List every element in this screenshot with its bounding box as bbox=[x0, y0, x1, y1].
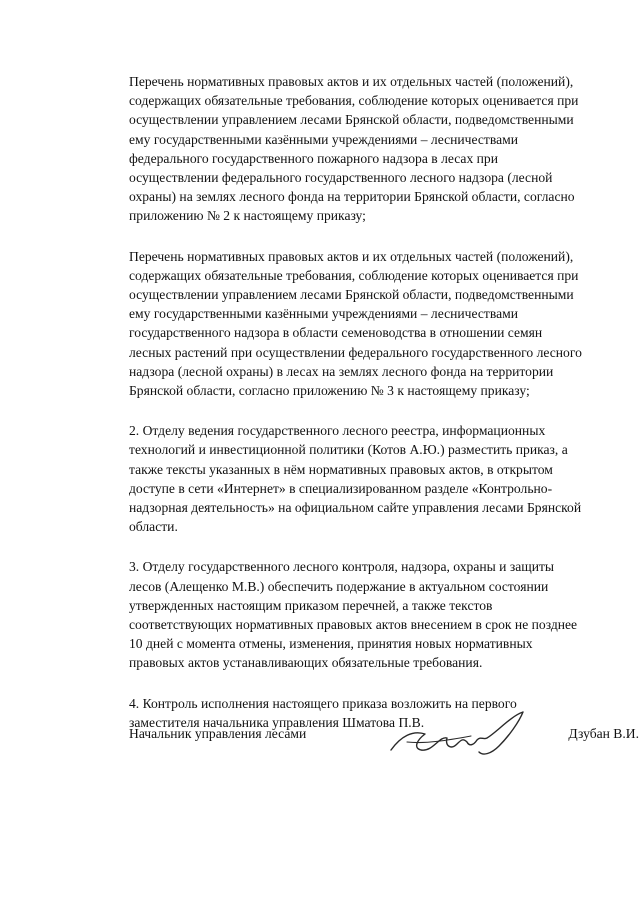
paragraph-list-3: Перечень нормативных правовых актов и их отдельных частей (положений), содержащих обязательные требования, соблюдение которых оценивается при осуществлении управлением лесами Брянской области, подведомственными ему государственными казёнными учреждениями – лесничествами государственного надзора в области семеноводства в отношении семян лесных растений при осуществлении федерального государственного лесного надзора (лесной охраны) в лесах на землях лесного фонда на территории Брянской области, согласно приложению № 3 к настоящему приказу; bbox=[129, 248, 582, 399]
paragraph-item-3: 3. Отделу государственного лесного контроля, надзора, охраны и защиты лесов (Алещенко М.В.) обеспечить подержание в актуальном состоянии утвержденных настоящим приказом перечней, а также текстов соответствующих нормативных правовых актов внесением в срок не позднее 10 дней с момента отмены, изменения, принятия новых нормативных правовых актов устанавливающих обязательные требования. bbox=[129, 559, 578, 671]
paragraph-item-4: 4. Контроль исполнения настоящего приказа возложить на первого заместителя начальника управления Шматова П.В. bbox=[129, 695, 517, 730]
signature-block bbox=[129, 726, 639, 786]
signatory-name: Дзубан В.И. bbox=[568, 726, 639, 741]
document-body bbox=[129, 72, 639, 753]
paragraph-list-2: Перечень нормативных правовых актов и их отдельных частей (положений), содержащих обязательные требования, соблюдение которых оценивается при осуществлении управлением лесами Брянской области, подведомственными ему государственными казёнными учреждениями – лесничествами федерального государственного пожарного надзора в лесах при осуществлении федерального государственного лесного надзора (лесной охраны) на землях лесного фонда на территории Брянской области, согласно приложению № 2 к настоящему приказу; bbox=[129, 74, 579, 224]
handwritten-signature bbox=[387, 706, 537, 766]
signatory-title: Начальник управления лесами bbox=[129, 726, 307, 741]
paragraph-item-2: 2. Отделу ведения государственного лесного реестра, информационных технологий и инвестиционной политики (Котов А.Ю.) разместить приказ, а также тексты указанных в нём нормативных правовых актов, в открытом доступе в сети «Интернет» в специализированном разделе «Контрольно- надзорная деятельность» на официальном сайте управления лесами Брянской области. bbox=[129, 423, 582, 535]
